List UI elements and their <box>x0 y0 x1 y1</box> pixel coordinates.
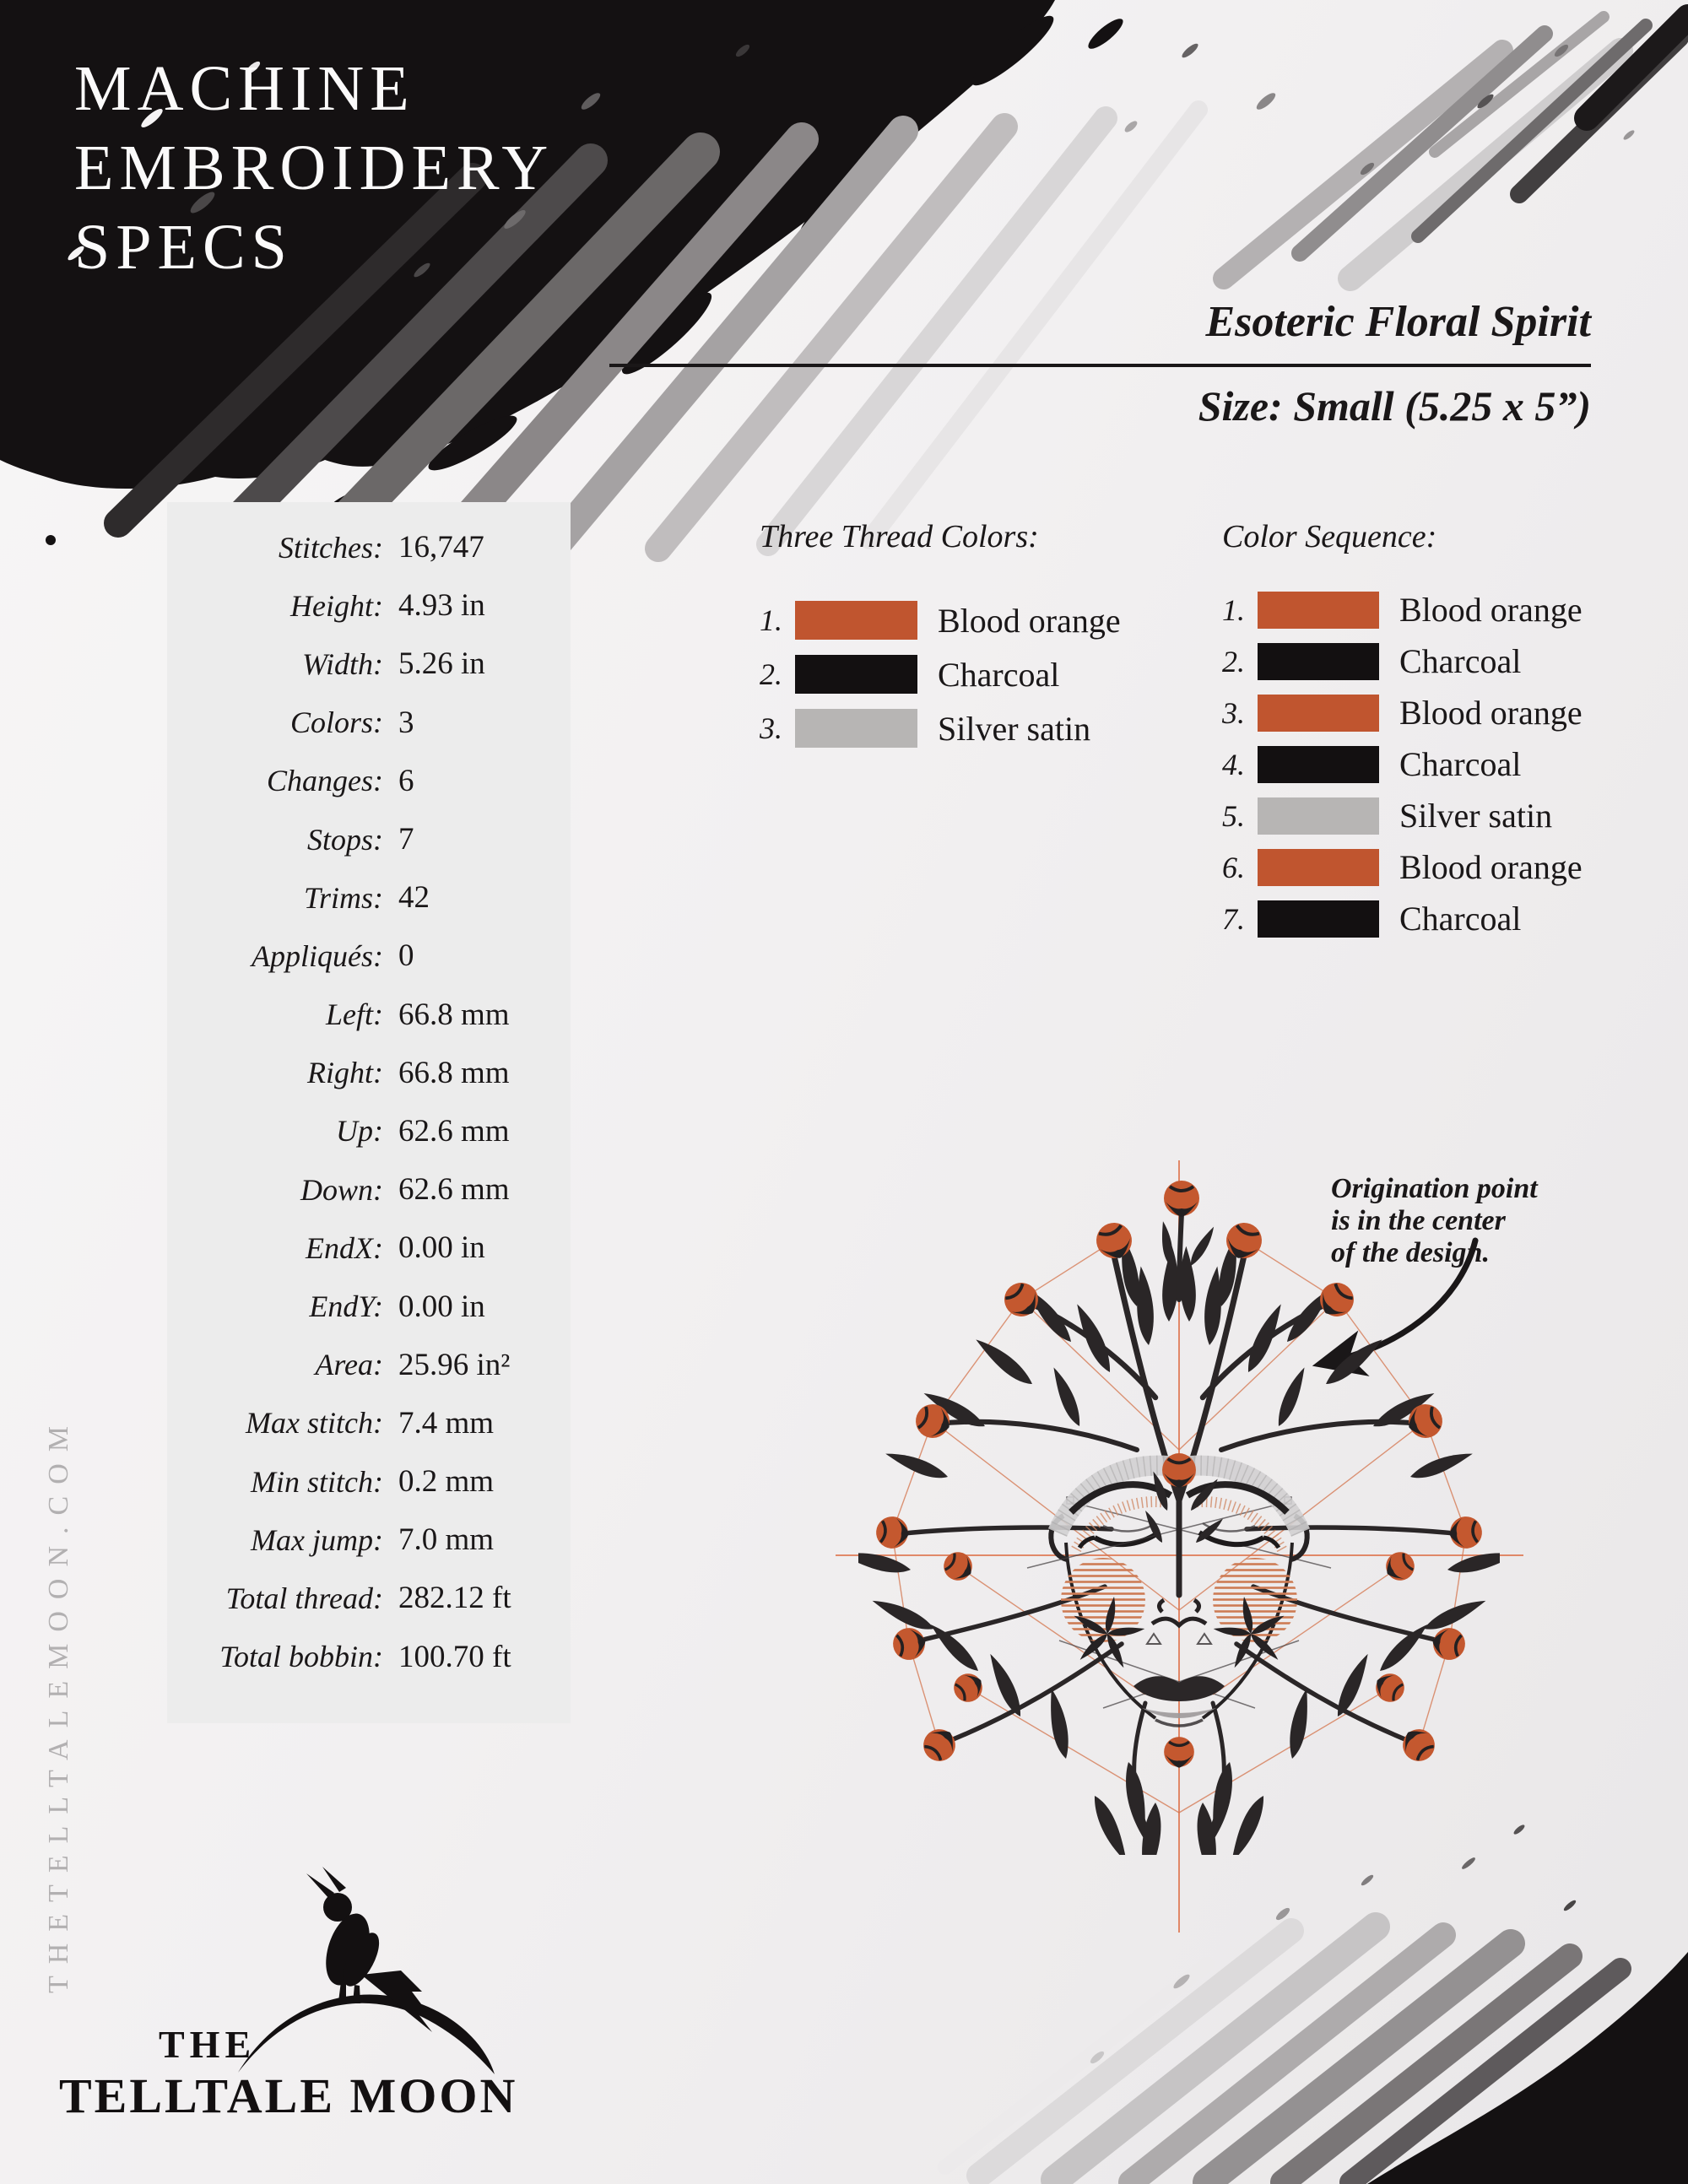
logo-name: TELLTALE MOON <box>59 2068 518 2123</box>
spec-label: Down: <box>300 1172 383 1207</box>
spec-label: Changes: <box>267 764 383 798</box>
spec-row <box>167 1044 571 1102</box>
sequence-row <box>1222 738 1582 790</box>
spec-label: Max jump: <box>251 1522 383 1557</box>
thread-color-number: 1. <box>760 603 782 637</box>
sequence-number: 5. <box>1222 798 1245 833</box>
spec-value: 100.70 ft <box>398 1639 511 1674</box>
sequence-swatch <box>1258 592 1379 629</box>
spec-label: Min stitch: <box>251 1464 383 1499</box>
spec-label: Trims: <box>303 880 383 915</box>
sequence-color-name: Blood orange <box>1399 694 1582 732</box>
spec-value: 5.26 in <box>398 646 485 682</box>
spec-label: Height: <box>290 588 383 623</box>
spec-value: 282.12 ft <box>398 1581 511 1616</box>
spec-row <box>167 635 571 693</box>
sequence-swatch <box>1258 695 1379 732</box>
spec-value: 0.00 in <box>398 1230 485 1266</box>
spec-label: Stitches: <box>279 530 383 565</box>
thread-color-swatch <box>795 601 917 640</box>
spec-value: 0.2 mm <box>398 1464 495 1500</box>
page-title-line3: SPECS <box>74 212 293 283</box>
spec-label: EndY: <box>309 1289 383 1324</box>
spec-value: 66.8 mm <box>398 1055 510 1090</box>
thread-color-row <box>760 647 1121 701</box>
sequence-row <box>1222 790 1582 841</box>
spec-label: Right: <box>307 1056 383 1090</box>
spec-row <box>167 1628 571 1686</box>
origination-note-line: is in the center <box>1331 1205 1506 1236</box>
embroidery-design-graphic <box>858 1171 1500 1855</box>
sequence-color-name: Silver satin <box>1399 797 1553 835</box>
spec-label: Left: <box>326 997 383 1032</box>
sequence-swatch <box>1258 797 1379 835</box>
brush-strokes-bottom-right <box>928 1779 1688 2184</box>
spec-label: Width: <box>302 646 383 681</box>
spec-value: 66.8 mm <box>398 997 510 1032</box>
sequence-number: 2. <box>1222 644 1245 678</box>
crow-moon-logo-icon <box>51 1848 523 2101</box>
spec-row <box>167 1569 571 1627</box>
spec-value: 7 <box>398 822 414 857</box>
spec-row <box>167 752 571 810</box>
spec-row <box>167 1160 571 1219</box>
design-name: Esoteric Floral Spirit <box>1205 298 1591 346</box>
sequence-color-name: Blood orange <box>1399 848 1582 886</box>
thread-color-row <box>760 701 1121 755</box>
thread-color-swatch <box>795 655 917 694</box>
sequence-row <box>1222 635 1582 687</box>
spec-label: Total bobbin: <box>219 1640 383 1674</box>
spec-label: Area: <box>315 1348 383 1382</box>
spec-value: 16,747 <box>398 530 484 565</box>
spec-value: 6 <box>398 763 414 798</box>
spec-label: Total thread: <box>225 1581 383 1615</box>
sequence-row <box>1222 584 1582 635</box>
header-divider <box>609 364 1591 367</box>
spec-row <box>167 1394 571 1452</box>
spec-value: 25.96 in² <box>398 1347 511 1382</box>
color-sequence-list <box>1222 584 1582 944</box>
sequence-row <box>1222 841 1582 893</box>
spec-row <box>167 1511 571 1569</box>
sequence-number: 3. <box>1222 695 1245 730</box>
spec-value: 3 <box>398 705 414 740</box>
sequence-color-name: Charcoal <box>1399 745 1522 783</box>
spec-label: Appliqués: <box>252 938 383 973</box>
spec-row <box>167 868 571 927</box>
sequence-number: 6. <box>1222 850 1245 884</box>
color-sequence-heading: Color Sequence: <box>1222 519 1437 554</box>
sequence-color-name: Charcoal <box>1399 900 1522 938</box>
spec-label: Max stitch: <box>246 1406 383 1441</box>
spec-label: EndX: <box>306 1230 383 1265</box>
page-title-line1: MACHINE <box>74 53 415 124</box>
logo-the: THE <box>159 2023 257 2066</box>
sequence-swatch <box>1258 643 1379 680</box>
spec-row <box>167 1277 571 1335</box>
spec-row <box>167 518 571 576</box>
sequence-swatch <box>1258 849 1379 886</box>
origination-note-line: Origination point <box>1331 1173 1538 1204</box>
spec-value: 0 <box>398 938 414 974</box>
thread-color-swatch <box>795 709 917 748</box>
sequence-color-name: Charcoal <box>1399 642 1522 680</box>
page-title-line2: EMBROIDERY <box>74 132 555 203</box>
website-vertical-text: THETELLTALEMOON.COM <box>43 1414 74 1994</box>
sequence-swatch <box>1258 900 1379 938</box>
thread-color-name: Silver satin <box>938 709 1091 748</box>
sequence-row <box>1222 687 1582 738</box>
design-size: Size: Small (5.25 x 5”) <box>1198 382 1591 430</box>
spec-row <box>167 1452 571 1511</box>
spec-row <box>167 576 571 635</box>
spec-row <box>167 1219 571 1277</box>
spec-label: Up: <box>336 1114 383 1149</box>
spec-label: Colors: <box>289 705 383 740</box>
origination-note-line: of the design. <box>1331 1237 1490 1268</box>
spec-value: 7.4 mm <box>398 1405 495 1441</box>
thread-color-name: Charcoal <box>938 655 1060 694</box>
spec-value: 62.6 mm <box>398 1113 510 1149</box>
sequence-row <box>1222 893 1582 944</box>
thread-colors-heading: Three Thread Colors: <box>760 519 1039 554</box>
spec-row <box>167 1336 571 1394</box>
spec-row <box>167 810 571 868</box>
spec-row <box>167 986 571 1044</box>
spec-value: 4.93 in <box>398 588 485 624</box>
spec-value: 62.6 mm <box>398 1172 510 1208</box>
specs-panel <box>167 502 571 1723</box>
sequence-color-name: Blood orange <box>1399 591 1582 629</box>
sequence-number: 4. <box>1222 747 1245 781</box>
thread-colors-list <box>760 593 1121 755</box>
sequence-number: 1. <box>1222 592 1245 627</box>
thread-color-number: 2. <box>760 657 782 691</box>
page-title <box>74 49 554 287</box>
spec-row <box>167 1102 571 1160</box>
thread-color-name: Blood orange <box>938 601 1121 640</box>
spec-label: Stops: <box>307 822 383 857</box>
spec-row <box>167 694 571 752</box>
spec-value: 0.00 in <box>398 1289 485 1324</box>
spec-row <box>167 927 571 985</box>
sequence-swatch <box>1258 746 1379 783</box>
spec-value: 42 <box>398 880 430 916</box>
sequence-number: 7. <box>1222 901 1245 936</box>
spec-value: 7.0 mm <box>398 1522 495 1558</box>
thread-color-number: 3. <box>760 711 782 745</box>
thread-color-row <box>760 593 1121 647</box>
